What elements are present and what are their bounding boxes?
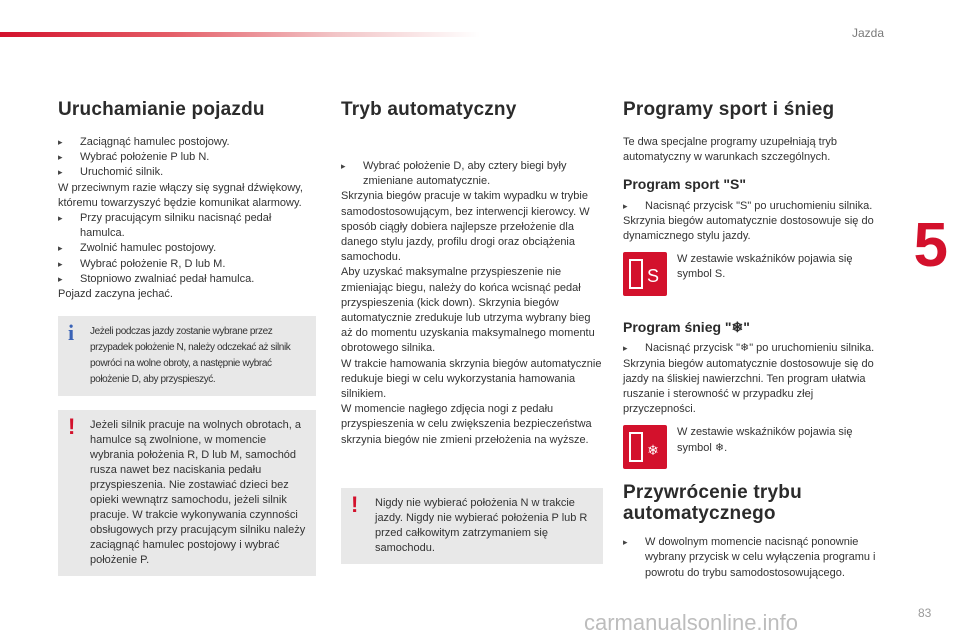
warning-icon: ! bbox=[68, 414, 76, 440]
header-accent-bar bbox=[0, 32, 480, 37]
bullet-arrow-icon: ▸ bbox=[58, 136, 63, 147]
paragraph: Pojazd zaczyna jechać. bbox=[58, 287, 173, 300]
chapter-number: 5 bbox=[913, 211, 948, 280]
sport-glyph: S bbox=[646, 266, 660, 287]
list-item: ▸ Nacisnąć przycisk "❄" po uruchomieniu silnika. bbox=[623, 341, 885, 356]
list-item: ▸ Stopniowo zwalniać pedał hamulca. bbox=[58, 272, 316, 287]
paragraph: Aby uzyskać maksymalne przyspieszenie nie zmieniając biegu, należy do końca wcisnąć pedał przyspieszenia (kick down). Skrzynia biegów automatycznie zredukuje lub utrzyma wybrany bieg aż do momentu uzyskania maksymalnego momentu obrotowego silnika. bbox=[341, 266, 595, 355]
list-item: ▸ Uruchomić silnik. bbox=[58, 165, 316, 180]
list-item: ▸ Wybrać położenie D, aby cztery biegi były zmieniane automatycznie. bbox=[341, 159, 567, 188]
heading-snow: Program śnieg "❄" bbox=[623, 319, 750, 336]
paragraph: W momencie nagłego zdjęcia nogi z pedału przyspieszenia w celu zwiększenia bezpieczeństwa skrzynia biegów nie zmieni przełożenia na wyższe. bbox=[341, 403, 592, 446]
instrument-display-icon bbox=[623, 425, 667, 469]
page-number: 83 bbox=[918, 606, 932, 620]
paragraph: Skrzynia biegów automatycznie dostosowuje się do dynamicznego stylu jazdy. bbox=[623, 214, 874, 242]
bullet-arrow-icon: ▸ bbox=[623, 537, 628, 548]
list-item: ▸ W dowolnym momencie nacisnąć ponownie wybrany przycisk w celu wyłączenia programu i powrotu do trybu samodostosowującego. bbox=[623, 536, 876, 579]
info-icon: i bbox=[68, 320, 74, 346]
footer-watermark: carmanualsonline.info bbox=[584, 610, 799, 635]
heading-sport: Program sport "S" bbox=[623, 176, 746, 193]
snowflake-glyph: ❄ bbox=[647, 443, 659, 460]
display-description: W zestawie wskaźników pojawia się symbol S. bbox=[677, 253, 853, 281]
instrument-display-icon bbox=[623, 252, 667, 296]
heading-programs: Programy sport i śnieg bbox=[623, 99, 835, 120]
paragraph: Skrzynia biegów automatycznie dostosowuje się do jazdy na śliskiej nawierzchni. Ten program ułatwia ruszanie i sterowność w przypadku złej przyczepności. bbox=[623, 357, 874, 416]
bullet-arrow-icon: ▸ bbox=[58, 273, 63, 284]
paragraph: W trakcie hamowania skrzynia biegów automatycznie redukuje biegi w celu wykorzystania hamowania silnikiem. bbox=[341, 357, 602, 400]
warning-box: ! Nigdy nie wybierać położenia N w trakcie jazdy. Nigdy nie wybierać położenia P lub R przed całkowitym zatrzymaniem się samochodu. bbox=[341, 488, 603, 564]
paragraph: W przeciwnym razie włączy się sygnał dźwiękowy, któremu towarzyszyć będzie komunikat alarmowy. bbox=[58, 181, 303, 209]
section-label: Jazda bbox=[851, 26, 884, 40]
bullet-arrow-icon: ▸ bbox=[58, 243, 63, 254]
bullet-arrow-icon: ▸ bbox=[341, 160, 346, 171]
snow-display-indicator bbox=[623, 425, 885, 481]
bullet-arrow-icon: ▸ bbox=[58, 212, 63, 223]
list-item: ▸ Wybrać położenie R, D lub M. bbox=[58, 257, 316, 272]
column-automatic bbox=[341, 100, 603, 564]
warning-icon: ! bbox=[351, 491, 359, 517]
heading-starting: Uruchamianie pojazdu bbox=[58, 99, 265, 120]
column-starting bbox=[58, 100, 316, 576]
list-item: ▸ Wybrać położenie P lub N. bbox=[58, 150, 316, 165]
list-item: ▸ Przy pracującym silniku nacisnąć pedał hamulca. bbox=[58, 211, 272, 240]
paragraph: Skrzynia biegów pracuje w takim wypadku w trybie samodostosowującym, bez interwencji kierowcy. W sposób ciągły dobiera najlepsze przełożenie dla danego stylu jazdy, profilu drogi oraz obciążenia samochodu. bbox=[341, 190, 590, 264]
info-box: i Jeżeli podczas jazdy zostanie wybrane przez przypadek położenie N, należy odczekać aż silnik powróci na wolne obroty, a następnie wybrać położenie D, aby przyspieszyć. bbox=[58, 316, 316, 396]
paragraph: Te dwa specjalne programy uzupełniają tryb automatyczny w warunkach szczególnych. bbox=[623, 135, 838, 164]
bullet-arrow-icon: ▸ bbox=[623, 200, 628, 211]
list-item: ▸ Zaciągnąć hamulec postojowy. bbox=[58, 135, 316, 150]
heading-automatic: Tryb automatyczny bbox=[341, 99, 517, 120]
list-item: ▸ Nacisnąć przycisk "S" po uruchomieniu silnika. bbox=[623, 199, 885, 214]
bullet-arrow-icon: ▸ bbox=[623, 343, 628, 354]
warning-box: ! Jeżeli silnik pracuje na wolnych obrotach, a hamulce są zwolnione, w momencie wybrania położenia R, D lub M, samochód rusza nawet bez naciskania pedału przyspieszenia. Nie zostawiać dzieci bez opieki wewnątrz samochodu, jeżeli silnik pracuje. W trakcie wykonywania czynności obsługowych przy pracującym silniku należy zaciągnąć hamulec postojowy i wybrać położenie P. bbox=[58, 410, 316, 576]
heading-return: Przywrócenie trybu automatycznego bbox=[623, 482, 802, 525]
bullet-arrow-icon: ▸ bbox=[58, 152, 63, 163]
sport-display-indicator bbox=[623, 252, 885, 308]
bullet-arrow-icon: ▸ bbox=[58, 258, 63, 269]
display-description: W zestawie wskaźników pojawia się symbol ❄. bbox=[677, 426, 853, 454]
list-item: ▸ Zwolnić hamulec postojowy. bbox=[58, 241, 316, 256]
bullet-arrow-icon: ▸ bbox=[58, 167, 63, 178]
column-programs bbox=[623, 100, 885, 581]
